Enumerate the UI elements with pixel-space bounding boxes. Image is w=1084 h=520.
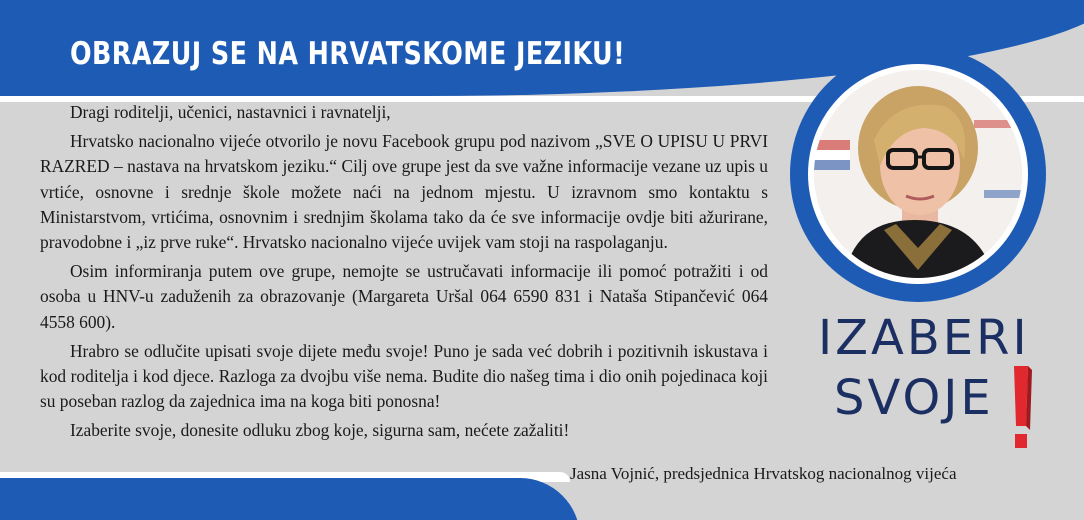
letter-paragraph: Hrabro se odlučite upisati svoje dijete među svoje! Puno je sada već dobrih i pozitivnih iskustava i kod roditelja i kod djece. Razloga za dvojbu više nema. Budite dio našeg tima i dio onih pojedinaca koji su poseban razlog da zajednica ima na koga biti ponosna! bbox=[40, 340, 768, 412]
bottom-blue-shape bbox=[0, 478, 580, 520]
banner-title: OBRAZUJ SE NA HRVATSKOME JEZIKU! bbox=[70, 36, 626, 72]
letter-paragraph: Osim informiranja putem ove grupe, nemojte se ustručavati informacije ili pomoć potražiti i od osoba u HNV-u zaduženih za obrazovanje (Margareta Uršal 064 6590 831 i Nataša Stipančević 064 4558 600). bbox=[40, 261, 768, 332]
letter-paragraph: Izaberite svoje, donesite odluku zbog koje, sigurna sam, nećete zažaliti! bbox=[70, 420, 570, 441]
slogan-line-1: IZABERI bbox=[818, 310, 1030, 366]
slogan-line-2: SVOJE bbox=[834, 370, 994, 426]
portrait-photo bbox=[814, 70, 1022, 278]
letter-body bbox=[40, 100, 768, 448]
woman-portrait-icon bbox=[814, 70, 1022, 278]
exclamation-icon bbox=[1010, 366, 1032, 450]
izaberi-svoje-slogan bbox=[818, 310, 1058, 450]
letter-greeting: Dragi roditelji, učenici, nastavnici i ravnatelji, bbox=[70, 102, 391, 122]
signature: Jasna Vojnić, predsjednica Hrvatskog nacionalnog vijeća bbox=[570, 464, 957, 483]
letter-paragraph: Hrvatsko nacionalno vijeće otvorilo je novu Facebook grupu pod nazivom „SVE O UPISU U PRVI RAZRED – nastava na hrvatskom jeziku.“ Cilj ove grupe jest da sve važne informacije vezane uz upis u vrtiće, osnovne i srednje škole možete naći na jednom mjestu. U izravnom smo kontaktu s Ministarstvom, vrtićima, osnovnim i srednjim školama tako da će sve informacije ovdje biti ažurirane, pravodobne i „iz prve ruke“. Hrvatsko nacionalno vijeće uvijek vam stoji na raspolaganju. bbox=[40, 131, 768, 253]
